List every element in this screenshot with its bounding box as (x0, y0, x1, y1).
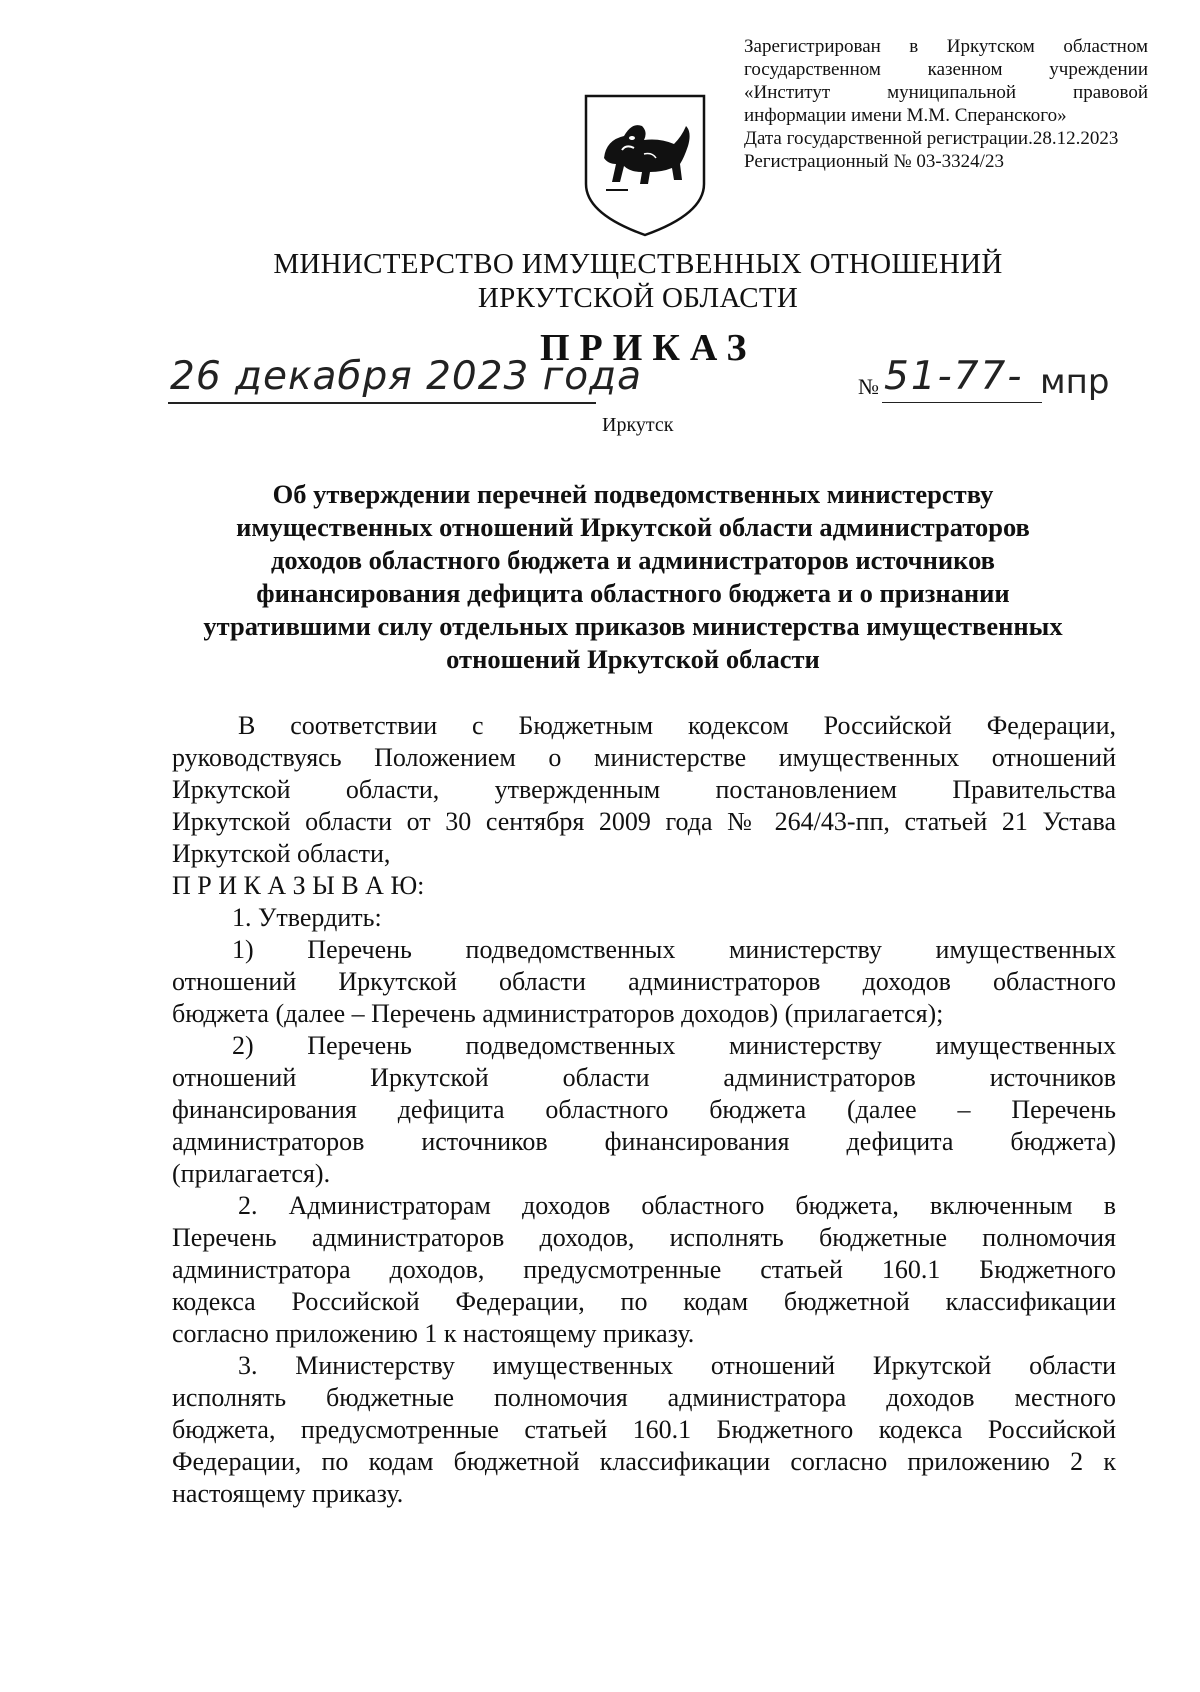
title-line: Об утверждении перечней подведомственных министерству (272, 479, 994, 509)
coat-of-arms-icon (582, 92, 708, 238)
item-1-2-line: финансирования дефицита областного бюджета (далее – Перечень (172, 1095, 1116, 1124)
item-1-2-line: (прилагается). (172, 1159, 331, 1188)
ministry-name-line1: МИНИСТЕРСТВО ИМУЩЕСТВЕННЫХ ОТНОШЕНИЙ (273, 248, 1003, 280)
item-1: 1. Утвердить: (232, 903, 382, 932)
registration-date: Дата государственной регистрации.28.12.2023 (744, 128, 1119, 149)
document-type: ПРИКАЗ (540, 327, 757, 369)
body-line: Иркутской области от 30 сентября 2009 года № 264/43-пп, статьей 21 Устава (172, 807, 1116, 836)
order-word: П Р И К А З Ы В А Ю: (172, 871, 425, 900)
registration-line: государственном казенном учреждении (744, 59, 1148, 80)
item-2-line: кодекса Российской Федерации, по кодам бюджетной классификации (172, 1287, 1116, 1316)
title-line: отношений Иркутской области (446, 644, 820, 674)
number-sign: № (858, 374, 879, 399)
ministry-name-line2: ИРКУТСКОЙ ОБЛАСТИ (477, 282, 799, 314)
item-3-line: Федерации, по кодам бюджетной классификации согласно приложению 2 к (172, 1447, 1116, 1476)
item-1-1-line: отношений Иркутской области администраторов доходов областного (172, 967, 1116, 996)
title-line: утратившими силу отдельных приказов министерства имущественных (203, 611, 1063, 641)
item-3-line: бюджета, предусмотренные статьей 160.1 Бюджетного кодекса Российской (172, 1415, 1116, 1444)
item-1-2-line: отношений Иркутской области администраторов источников (172, 1063, 1116, 1092)
body-line: руководствуясь Положением о министерстве имущественных отношений (172, 743, 1116, 772)
city: Иркутск (602, 414, 674, 436)
item-3-line: исполнять бюджетные полномочия администратора доходов местного (172, 1383, 1116, 1412)
item-1-1-line: бюджета (далее – Перечень администраторов доходов) (прилагается); (172, 999, 944, 1028)
registration-line: Зарегистрирован в Иркутском областном (744, 36, 1148, 57)
registration-number: Регистрационный № 03-3324/23 (744, 151, 1004, 172)
handwritten-date: 26 декабря 2023 года (170, 354, 642, 399)
body-line: В соответствии с Бюджетным кодексом Российской Федерации, (238, 711, 1116, 740)
item-2-line: администратора доходов, предусмотренные статьей 160.1 Бюджетного (172, 1255, 1116, 1284)
body-line: Иркутской области, (172, 839, 391, 868)
title-line: финансирования дефицита областного бюджета и о признании (256, 578, 1010, 608)
item-3-line: 3. Министерству имущественных отношений Иркутской области (238, 1351, 1116, 1380)
title-line: имущественных отношений Иркутской области администраторов (236, 512, 1030, 542)
item-2-line: 2. Администраторам доходов областного бюджета, включенным в (238, 1191, 1116, 1220)
title-line: доходов областного бюджета и администраторов источников (271, 545, 995, 575)
item-1-2-line: администраторов источников финансирования дефицита бюджета) (172, 1127, 1116, 1156)
item-1-2-line: 2) Перечень подведомственных министерству имущественных (232, 1031, 1116, 1060)
registration-line: «Институт муниципальной правовой (744, 82, 1148, 103)
item-2-line: согласно приложению 1 к настоящему приказу. (172, 1319, 695, 1348)
document-body (172, 710, 1116, 1510)
registration-line: информации имени М.М. Сперанского» (744, 105, 1067, 126)
item-1-1-line: 1) Перечень подведомственных министерству имущественных (232, 935, 1116, 964)
handwritten-number-suffix: мпр (1040, 362, 1110, 402)
number-underline (882, 402, 1042, 403)
item-3-line: настоящему приказу. (172, 1479, 404, 1508)
body-line: Иркутской области, утвержденным постановлением Правительства (172, 775, 1116, 804)
item-2-line: Перечень администраторов доходов, исполнять бюджетные полномочия (172, 1223, 1116, 1252)
document-title (150, 478, 1116, 676)
registration-stamp (744, 35, 1148, 173)
date-underline (168, 402, 596, 404)
handwritten-number: 51-77- (884, 354, 1024, 399)
